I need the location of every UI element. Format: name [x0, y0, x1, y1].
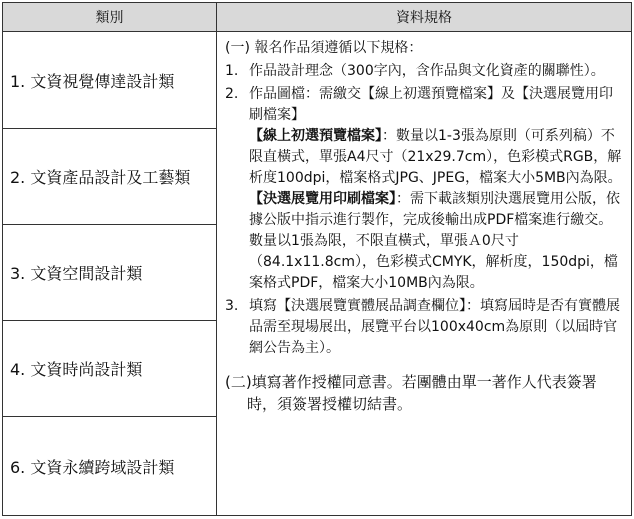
- preview-label: 【線上初選預覽檔案】: [249, 128, 382, 144]
- print-label: 【決選展覽用印刷檔案】: [249, 191, 396, 207]
- list-item: [225, 296, 625, 359]
- preview-spec: [249, 126, 625, 189]
- category-cell: 2. 文資產品設計及工藝類: [3, 129, 217, 225]
- header-category: 類別: [3, 3, 217, 32]
- category-cell: 4. 文資時尚設計類: [3, 321, 217, 417]
- item-text: 填寫【決選展覽實體展品調查欄位】：填寫屆時是否有實體展品需至現場展出，展覽平台以100x40cm為原則（以屆時官網公告為主）。: [249, 298, 620, 356]
- category-cell: 3. 文資空間設計類: [3, 225, 217, 321]
- list-item: [225, 61, 625, 82]
- category-cell: 1. 文資視覺傳達設計類: [3, 32, 217, 129]
- print-spec: [249, 189, 625, 294]
- list-item: [225, 84, 625, 294]
- spec-cell: [217, 32, 632, 516]
- spec-list: [225, 61, 625, 359]
- spec-table: [2, 2, 632, 516]
- header-spec: 資料規格: [217, 3, 632, 32]
- table-row: [3, 32, 632, 129]
- section1-title: (一) 報名作品須遵循以下規格：: [225, 40, 423, 56]
- item-text: 作品設計理念（300字內，含作品與文化資產的關聯性）。: [249, 63, 605, 79]
- item-number: 2.: [225, 86, 239, 102]
- header-row: [3, 3, 632, 32]
- category-cell: 6. 文資永續跨域設計類: [3, 417, 217, 516]
- item-text: 作品圖檔：需繳交【線上初選預覽檔案】及【決選展覽用印刷檔案】: [249, 86, 613, 123]
- print-text: ：需下載該類別決選展覽用公版，依據公版中指示進行製作，完成後輸出成PDF檔案進行繳交。數量以1張為限，不限直橫式，單張Ａ0尺寸（84.1x11.8cm），色彩模式CMYK，解析度，150dpi，檔案格式PDF，檔案大小10MB內為限。: [249, 191, 620, 291]
- item-number: 1.: [225, 63, 239, 79]
- item-number: 3.: [225, 298, 239, 314]
- preview-text: ：數量以1-3張為原則（可系列稿）不限直橫式，單張A4尺寸（21x29.7cm），色彩模式RGB，解析度100dpi，檔案格式JPG、JPEG，檔案大小5MB內為限。: [249, 128, 622, 186]
- section2-text: (二)填寫著作授權同意書。若團體由單一著作人代表簽署時，須簽署授權切結書。: [225, 373, 597, 413]
